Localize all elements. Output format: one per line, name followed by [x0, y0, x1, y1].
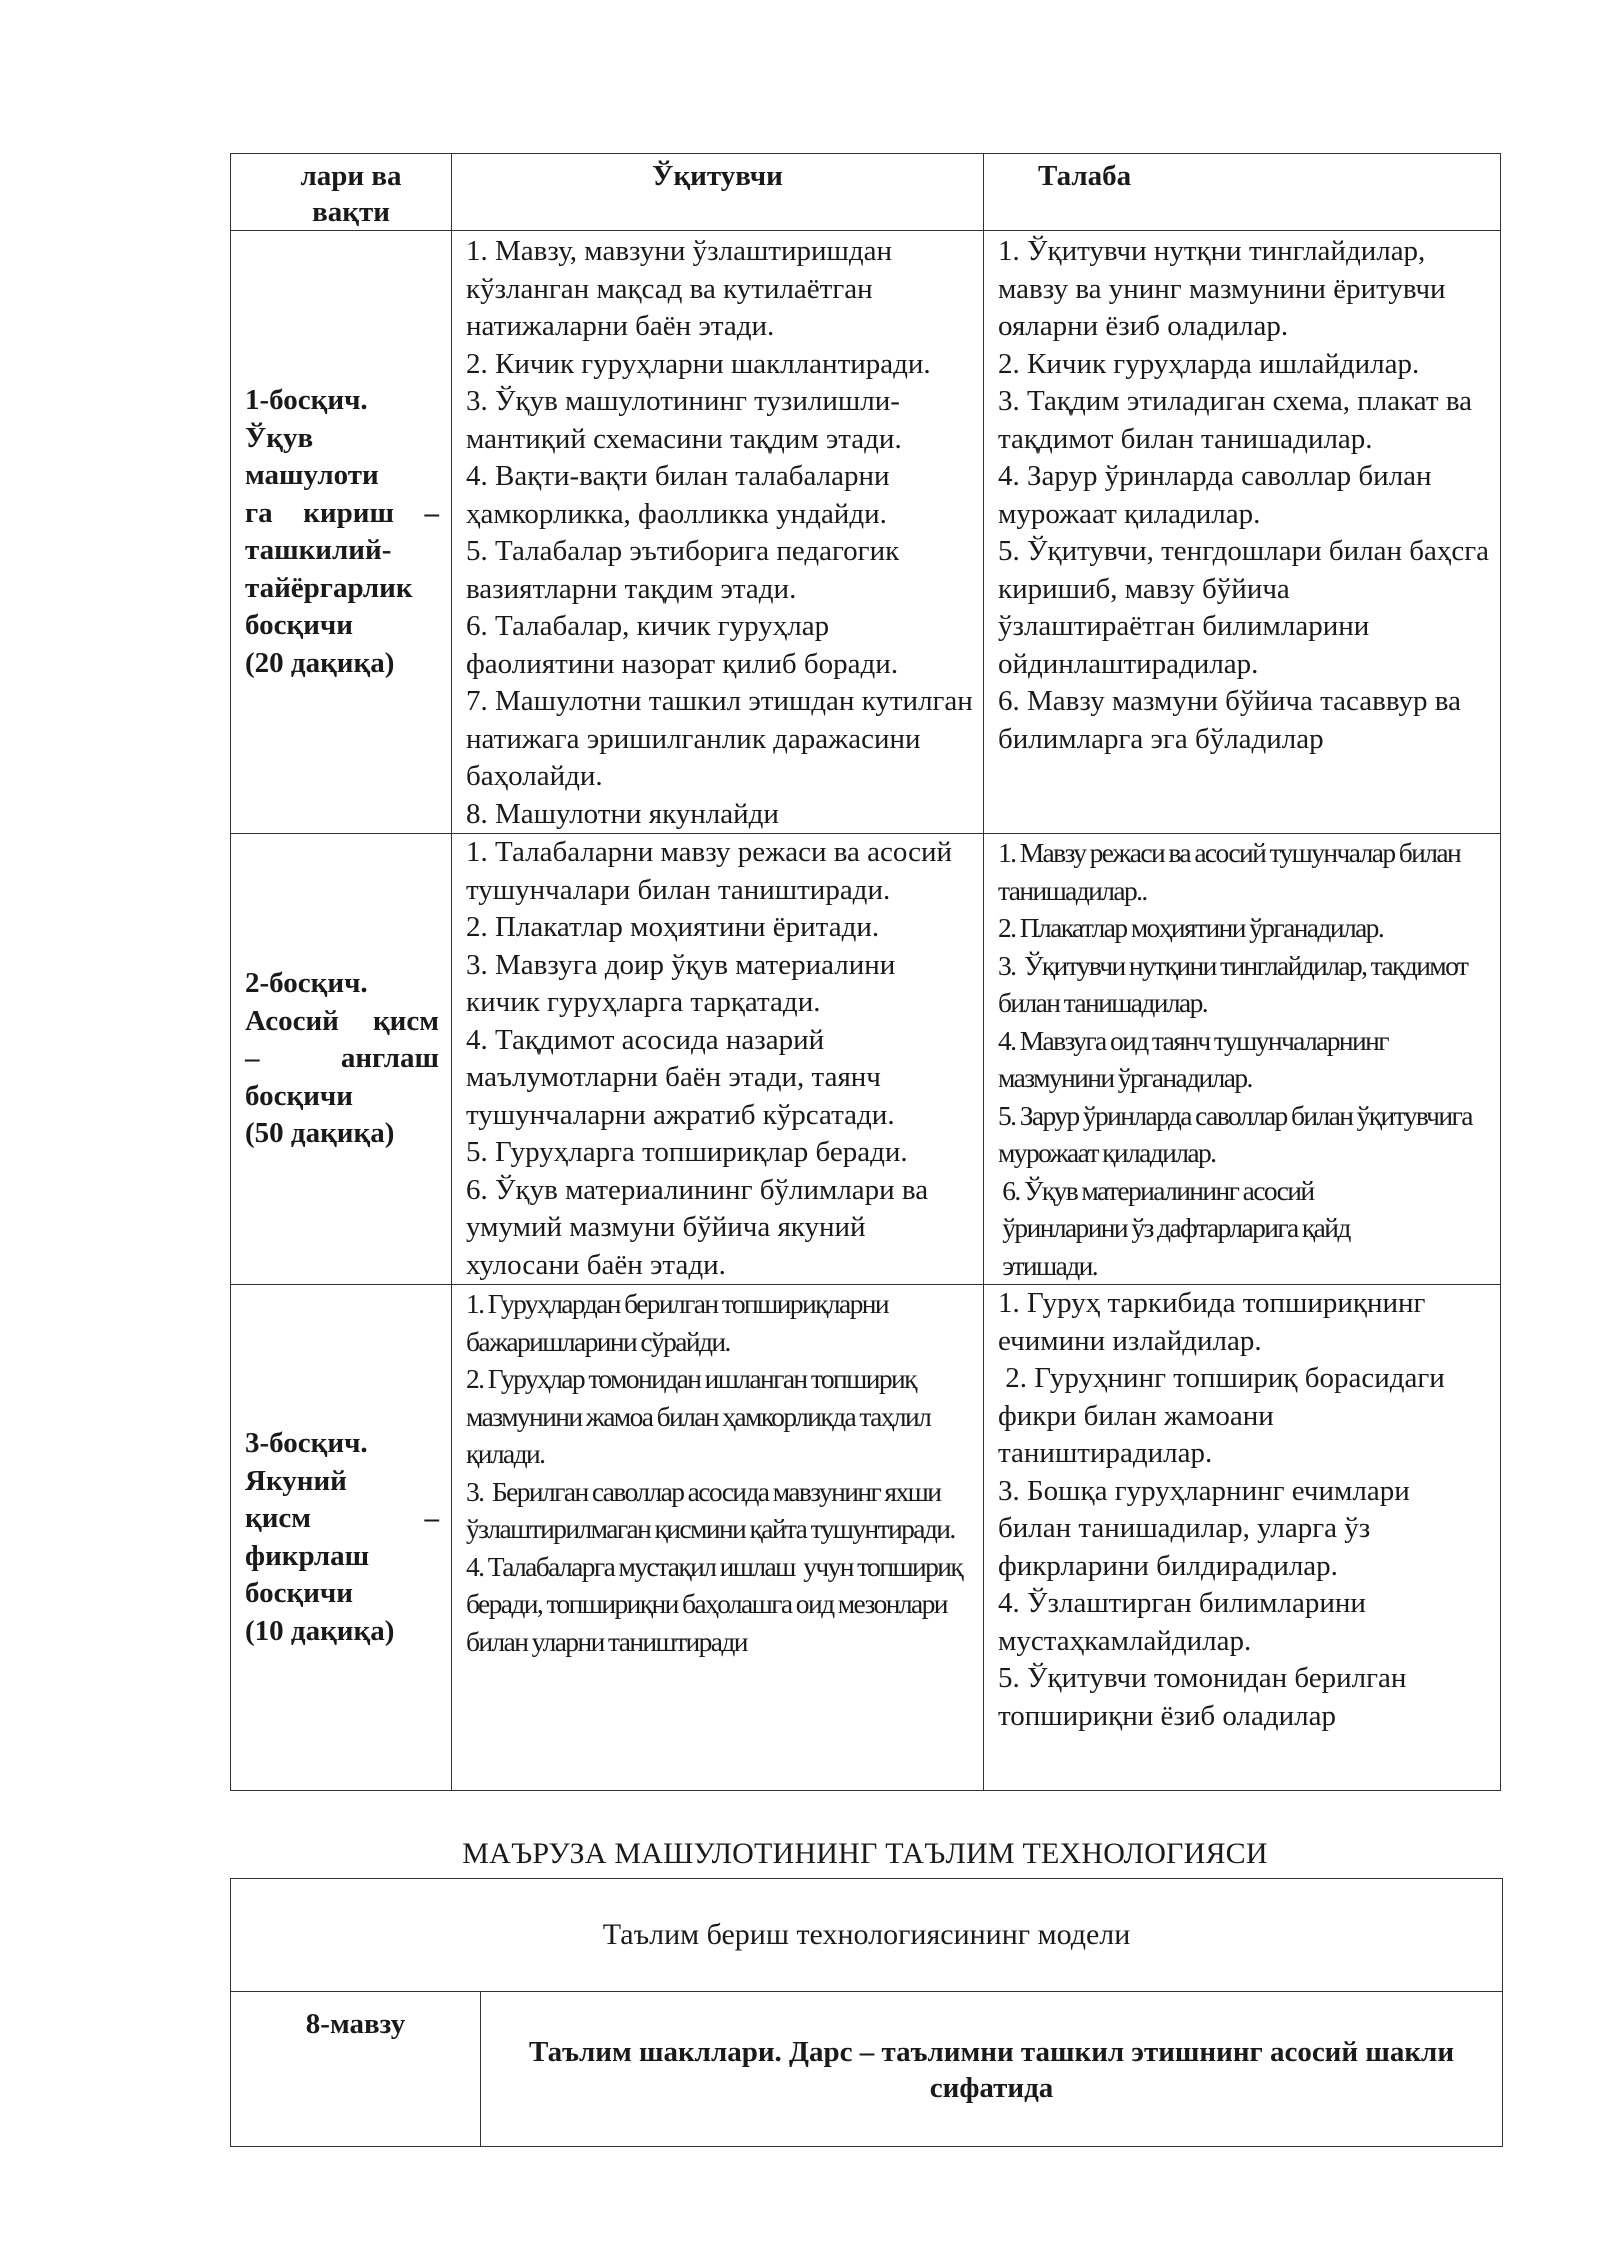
- header-student: Талаба: [984, 154, 1501, 231]
- stage-line: – англаш: [245, 1042, 439, 1075]
- list-item: 1. Мавзу режаси ва асосий тушунчалар билан танишадилар..: [998, 837, 1465, 906]
- list-item: 5. Зарур ўринларда саволлар билан ўқитувчига мурожаат қиладилар.: [998, 1099, 1477, 1168]
- list-item: 1. Мавзу, мавзуни ўзлаштиришдан кўзланган мақсад ва кутилаётган натижаларни баён этади.: [466, 235, 900, 342]
- list-item: 3. Берилган саволлар асосида мавзунинг яхши ўзлаштирилмаган қисмини қайта тушунтиради.: [466, 1475, 955, 1544]
- list-item: 7. Машулотни ташкил этишдан кутилган натижага эришилганлик даражасини баҳолайди.: [466, 685, 981, 792]
- teacher-actions-list: [452, 1285, 983, 1660]
- list-item: 1. Талабаларни мавзу режаси ва асосий тушунчалари билан таништиради.: [466, 836, 960, 906]
- teacher-actions-list: [452, 834, 983, 1284]
- list-item: 3. Бошқа гуруҳларнинг ечимлари билан танишадилар, уларга ўз фикрларини билдирадилар.: [998, 1474, 1417, 1582]
- table-row: [231, 834, 1501, 1285]
- list-item: 2. Гуруҳлар томонидан ишланган топшириқ мазмунини жамоа билан ҳамкорликда таҳлил қилади.: [466, 1363, 935, 1469]
- stage-name: [245, 965, 439, 1115]
- list-item: 6. Мавзу мазмуни бўйича тасаввур ва билимларга эга бўладилар: [998, 685, 1469, 755]
- topic-number: 8-мавзу: [231, 1992, 481, 2147]
- header-stage-time: лари ва вақти: [231, 154, 452, 231]
- list-item: 4. Ўзлаштирган билимларини мустаҳкамлайдилар.: [998, 1587, 1374, 1657]
- stage-line: 1-босқич.: [245, 384, 368, 416]
- student-actions-list: [984, 231, 1500, 758]
- stage-duration: (50 дақиқа): [245, 1117, 395, 1150]
- stage-line: 3-босқич.: [245, 1427, 368, 1459]
- list-item: 6. Талабалар, кичик гуруҳлар фаолиятини назорат қилиб боради.: [466, 610, 899, 680]
- stage-line: босқичи: [245, 1577, 353, 1609]
- header-teacher: Ўқитувчи: [452, 154, 984, 231]
- list-item: 2. Гуруҳнинг топшириқ борасидаги фикри билан жамоани таништирадилар.: [998, 1362, 1453, 1469]
- table-row: [231, 231, 1501, 834]
- stage-line: қисм –: [245, 1502, 439, 1534]
- stage-line: босқичи: [245, 609, 353, 641]
- table-row: [231, 1285, 1501, 1791]
- list-item: 5. Ўқитувчи томонидан берилган топшириқни ёзиб оладилар: [998, 1662, 1414, 1732]
- list-item: 1. Ўқитувчи нутқни тинглайдилар, мавзу ва унинг мазмунини ёритувчи ояларни ёзиб оладилар.: [998, 235, 1453, 342]
- student-cell: [984, 834, 1501, 1285]
- teacher-actions-list: [452, 231, 983, 833]
- list-item: 5. Гуруҳларга топшириқлар беради.: [466, 1136, 908, 1168]
- stage-line: Якуний: [245, 1464, 347, 1497]
- list-item: 6. Ўқув материалининг бўлимлари ва умумий мазмуни бўйича якуний хулосани баён этади.: [466, 1173, 936, 1281]
- student-actions-list: [984, 834, 1500, 1284]
- list-item: 4. Тақдимот асосида назарий маълумотларни баён этади, таянч тушунчаларни ажратиб кўрсатади.: [466, 1023, 895, 1131]
- stage-line: Асосий қисм: [245, 1004, 439, 1037]
- list-item: 3. Мавзуга доир ўқув материалини кичик гуруҳларга тарқатади.: [466, 948, 903, 1018]
- stage-cell: [231, 1285, 452, 1791]
- list-item: 2. Плакатлар моҳиятини ўрганадилар.: [998, 912, 1384, 943]
- list-item: 1. Гуруҳ таркибида топшириқнинг ечимини излайдилар.: [998, 1287, 1433, 1357]
- topic-title: Таълим шакллари. Дарс – таълимни ташкил этишнинг асосий шакли сифатида: [481, 1992, 1503, 2147]
- model-title: Таълим бериш технологиясининг модели: [231, 1879, 1503, 1992]
- stage-cell: [231, 834, 452, 1285]
- stage-line: машулоти: [245, 459, 379, 491]
- topic-row: [231, 1992, 1503, 2147]
- list-item: 3. Тақдим этиладиган схема, плакат ва тақдимот билан танишадилар.: [998, 385, 1480, 455]
- teacher-cell: [452, 231, 984, 834]
- student-cell: [984, 1285, 1501, 1791]
- list-item: 8. Машулотни якунлайди: [466, 797, 779, 830]
- stage-cell: [231, 231, 452, 834]
- section-title: МАЪРУЗА МАШУЛОТИНИНГ ТАЪЛИМ ТЕХНОЛОГИЯСИ: [462, 1837, 1268, 1870]
- student-actions-list: [984, 1285, 1500, 1735]
- student-cell: [984, 231, 1501, 834]
- list-item: 5. Талабалар эътиборига педагогик вазиятларни тақдим этади.: [466, 535, 907, 605]
- stage-line: ташкилий-: [245, 534, 392, 566]
- list-item: 4. Зарур ўринларда саволлар билан мурожаат қиладилар.: [998, 460, 1439, 530]
- list-item: 2. Кичик гуруҳларни шакллантиради.: [466, 347, 931, 380]
- stage-line: га кириш –: [245, 496, 439, 529]
- list-item: 4. Мавзуга оид таянч тушунчаларнинг мазмунини ўрганадилар.: [998, 1024, 1393, 1093]
- teacher-cell: [452, 834, 984, 1285]
- stage-line: Ўқув: [245, 421, 314, 454]
- teacher-cell: [452, 1285, 984, 1791]
- table-header-row: [231, 154, 1501, 231]
- stage-name: [245, 382, 439, 645]
- stage-line: тайёргарлик: [245, 571, 413, 604]
- list-item: 2. Кичик гуруҳларда ишлайдилар.: [998, 347, 1420, 380]
- stage-line: фикрлаш: [245, 1539, 370, 1572]
- list-item: 3. Ўқув машулотининг тузилишли-мантиқий схемасини тақдим этади.: [466, 385, 902, 455]
- list-item: 4. Талабаларга мустақил ишлаш учун топшириқ беради, топшириқни баҳолашга оид мезонлари билан уларни таништиради: [466, 1550, 967, 1657]
- technology-model-table: [230, 1878, 1503, 2147]
- stage-name: [245, 1425, 439, 1613]
- list-item: 2. Плакатлар моҳиятини ёритади.: [466, 911, 880, 943]
- stage-line: босқичи: [245, 1079, 353, 1112]
- stage-duration: (10 дақиқа): [245, 1614, 395, 1647]
- lesson-stages-table: [230, 153, 1501, 1791]
- list-item: 6. Ўқув материалининг асосий ўринларини ўз дафтарларига қайд этишади.: [1002, 1174, 1350, 1281]
- list-item: 3. Ўқитувчи нутқини тинглайдилар, тақдимот билан танишадилар.: [998, 949, 1472, 1018]
- list-item: 5. Ўқитувчи, тенгдошлари билан баҳсга киришиб, мавзу бўйича ўзлаштираётган билимларини ойдинлаштирадилар.: [998, 535, 1497, 680]
- stage-duration: (20 дақиқа): [245, 646, 395, 679]
- stage-line: 2-босқич.: [245, 967, 368, 1000]
- list-item: 1. Гуруҳлардан берилган топшириқларни бажаришларини сўрайди.: [466, 1288, 893, 1357]
- list-item: 4. Вақти-вақти билан талабаларни ҳамкорликка, фаолликка ундайди.: [466, 460, 897, 530]
